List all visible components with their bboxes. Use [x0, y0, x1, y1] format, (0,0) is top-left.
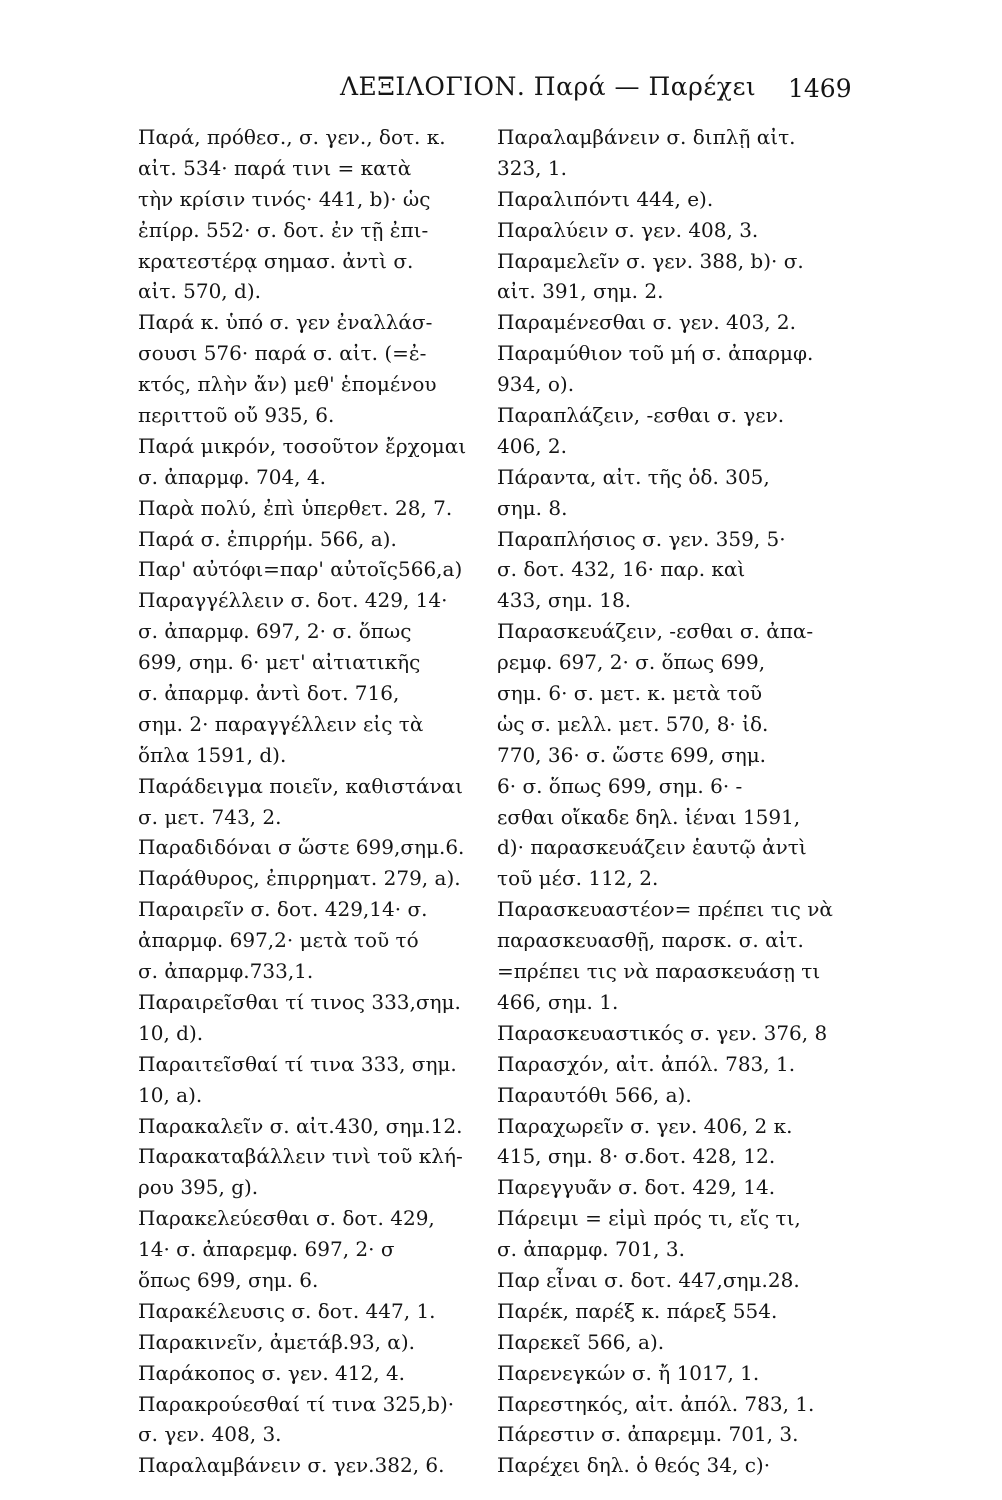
- entry-line: Πάρεστιν σ. ἀπαρεμμ. 701, 3.: [497, 1422, 799, 1447]
- entry-line: σ. δοτ. 432, 16· παρ. καὶ: [497, 557, 746, 582]
- entry-line: ἀπαρμφ. 697,2· μετὰ τοῦ τό: [138, 928, 419, 953]
- entry-line: ὅπλα 1591, d).: [138, 742, 287, 767]
- entry-line: 406, 2.: [497, 433, 567, 458]
- entry-line: Παραυτόθι 566, a).: [497, 1082, 692, 1107]
- entry-line: Παραδιδόναι σ ὥστε 699,σημ.6.: [138, 835, 465, 860]
- entry-line: Πάρειμι = εἰμὶ πρός τι, εἴς τι,: [497, 1206, 801, 1231]
- entry-line: σημ. 2· παραγγέλλειν εἰς τὰ: [138, 711, 424, 736]
- entry-line: 415, σημ. 8· σ.δοτ. 428, 12.: [497, 1144, 776, 1169]
- entry-line: ρεμφ. 697, 2· σ. ὅπως 699,: [497, 650, 766, 675]
- entry-line: 10, a).: [138, 1082, 203, 1107]
- entry-line: Παρά, πρόθεσ., σ. γεν., δοτ. κ.: [138, 125, 446, 149]
- entry-line: αἰτ. 570, d).: [138, 279, 261, 304]
- entry-line: Παρακινεῖν, ἀμετάβ.93, α).: [138, 1329, 415, 1354]
- entry-line: 934, o).: [497, 372, 575, 397]
- right-column: [497, 122, 852, 1481]
- entry-line: 323, 1.: [497, 155, 567, 180]
- entry-line: Παραχωρεῖν σ. γεν. 406, 2 κ.: [497, 1113, 793, 1138]
- page-number: 1469: [788, 74, 852, 103]
- page-header: [0, 72, 1002, 116]
- entry-line: Παραγγέλλειν σ. δοτ. 429, 14·: [138, 588, 448, 613]
- entry-line: τοῦ μέσ. 112, 2.: [497, 866, 659, 891]
- entry-line: σημ. 8.: [497, 495, 568, 520]
- entry-line: Παράκοπος σ. γεν. 412, 4.: [138, 1360, 406, 1385]
- entry-line: Παραπλήσιος σ. γεν. 359, 5·: [497, 526, 786, 551]
- entry-line: Παρά σ. ἐπιρρήμ. 566, a).: [138, 526, 397, 551]
- entry-line: Παρασκευαστικός σ. γεν. 376, 8: [497, 1020, 828, 1045]
- entry-line: ὡς σ. μελλ. μετ. 570, 8· ἰδ.: [497, 711, 769, 736]
- entry-line: d)· παρασκευάζειν ἑαυτῷ ἀντὶ: [497, 835, 807, 860]
- entry-line: Παρεστηκός, αἰτ. ἀπόλ. 783, 1.: [497, 1391, 815, 1416]
- entry-line: σ. ἀπαρμφ. ἀντὶ δοτ. 716,: [138, 681, 400, 706]
- entry-line: 433, σημ. 18.: [497, 588, 632, 613]
- entry-line: σ. ἀπαρμφ. 704, 4.: [138, 464, 326, 489]
- entry-line: ρου 395, g).: [138, 1175, 259, 1200]
- entry-line: =πρέπει τις νὰ παρασκευάσῃ τι: [497, 959, 821, 984]
- entry-line: Παραιρεῖν σ. δοτ. 429,14· σ.: [138, 897, 428, 922]
- entry-line: Παρέχει δηλ. ὁ θεός 34, c)·: [497, 1453, 771, 1478]
- entry-line: 770, 36· σ. ὥστε 699, σημ.: [497, 742, 767, 767]
- entry-line: αἰτ. 534· παρά τινι = κατὰ: [138, 155, 412, 180]
- entry-line: κρατεστέρᾳ σημασ. ἀντὶ σ.: [138, 248, 414, 273]
- entry-line: Πάραντα, αἰτ. τῆς ὁδ. 305,: [497, 464, 770, 489]
- entry-line: σημ. 6· σ. μετ. κ. μετὰ τοῦ: [497, 681, 763, 706]
- entry-line: Παρ εἶναι σ. δοτ. 447,σημ.28.: [497, 1267, 800, 1292]
- entry-line: Παρασχόν, αἰτ. ἀπόλ. 783, 1.: [497, 1051, 796, 1076]
- entry-line: Παρακαταβάλλειν τινὶ τοῦ κλή-: [138, 1144, 463, 1169]
- entry-line: παρασκευασθῇ, παρσκ. σ. αἰτ.: [497, 928, 804, 953]
- entry-line: σουσι 576· παρά σ. αἰτ. (=ἐ-: [138, 341, 427, 366]
- entry-line: 10, d).: [138, 1020, 204, 1045]
- entry-line: σ. ἀπαρμφ.733,1.: [138, 959, 314, 984]
- entry-line: Παραμύθιον τοῦ μή σ. ἀπαρμφ.: [497, 341, 814, 366]
- entry-line: Παρακαλεῖν σ. αἰτ.430, σημ.12.: [138, 1113, 463, 1138]
- entry-line: ὅπως 699, σημ. 6.: [138, 1267, 319, 1292]
- entry-line: σ. ἀπαρμφ. 697, 2· σ. ὅπως: [138, 619, 412, 644]
- entry-line: Παρασκευαστέον= πρέπει τις νὰ: [497, 897, 833, 922]
- entry-line: Παρεγγυᾶν σ. δοτ. 429, 14.: [497, 1175, 776, 1200]
- entry-line: Παρά μικρόν, τοσοῦτον ἔρχομαι: [138, 433, 467, 458]
- entry-line: Παραιτεῖσθαί τί τινα 333, σημ.: [138, 1051, 457, 1076]
- entry-line: Παρ' αὐτόφι=παρ' αὐτοῖς566,a): [138, 557, 463, 582]
- entry-line: Παρενεγκών σ. ἤ 1017, 1.: [497, 1360, 760, 1385]
- entry-line: Παρέκ, παρέξ κ. πάρεξ 554.: [497, 1298, 778, 1323]
- entry-line: σ. μετ. 743, 2.: [138, 804, 282, 829]
- entry-line: 466, σημ. 1.: [497, 989, 619, 1014]
- entry-line: σ. ἀπαρμφ. 701, 3.: [497, 1237, 685, 1262]
- entry-line: τὴν κρίσιν τινός· 441, b)· ὡς: [138, 186, 431, 211]
- entry-line: 699, σημ. 6· μετ' αἰτιατικῆς: [138, 650, 421, 675]
- entry-line: Παρεκεῖ 566, a).: [497, 1329, 665, 1354]
- entry-line: Παραλύειν σ. γεν. 408, 3.: [497, 217, 759, 242]
- entry-line: Παρά κ. ὑπό σ. γεν ἐναλλάσ-: [138, 310, 433, 335]
- entry-line: Παράδειγμα ποιεῖν, καθιστάναι: [138, 773, 463, 798]
- entry-line: σ. γεν. 408, 3.: [138, 1422, 282, 1447]
- entry-line: κτός, πλὴν ἄν) μεθ' ἑπομένου: [138, 372, 437, 397]
- entry-line: Παρακρούεσθαί τί τινα 325,b)·: [138, 1391, 455, 1416]
- entry-line: Παραμελεῖν σ. γεν. 388, b)· σ.: [497, 248, 804, 273]
- left-column: [138, 122, 498, 1481]
- entry-line: Παραπλάζειν, -εσθαι σ. γεν.: [497, 403, 785, 428]
- entry-line: 14· σ. ἀπαρεμφ. 697, 2· σ: [138, 1237, 395, 1262]
- entry-line: Παραλαμβάνειν σ. διπλῇ αἰτ.: [497, 125, 796, 149]
- entry-line: Παραμένεσθαι σ. γεν. 403, 2.: [497, 310, 797, 335]
- entry-line: Παρασκευάζειν, -εσθαι σ. ἀπα-: [497, 619, 814, 644]
- entry-line: εσθαι οἴκαδε δηλ. ἰέναι 1591,: [497, 804, 801, 829]
- entry-line: περιττοῦ οὔ 935, 6.: [138, 403, 335, 428]
- entry-line: Παραλαμβάνειν σ. γεν.382, 6.: [138, 1453, 445, 1478]
- entry-line: Παρὰ πολύ, ἐπὶ ὑπερθετ. 28, 7.: [138, 495, 453, 520]
- entry-line: 6· σ. ὅπως 699, σημ. 6· -: [497, 773, 743, 798]
- entry-line: Παραιρεῖσθαι τί τινος 333,σημ.: [138, 989, 461, 1014]
- entry-line: Παρακελεύεσθαι σ. δοτ. 429,: [138, 1206, 435, 1231]
- entry-line: ἐπίρρ. 552· σ. δοτ. ἐν τῇ ἐπι-: [138, 217, 429, 242]
- entry-line: Παράθυρος, ἐπιρρηματ. 279, a).: [138, 866, 461, 891]
- entry-line: αἰτ. 391, σημ. 2.: [497, 279, 664, 304]
- entry-line: Παρακέλευσις σ. δοτ. 447, 1.: [138, 1298, 436, 1323]
- entry-line: Παραλιπόντι 444, e).: [497, 186, 714, 211]
- running-title: ΛΕΞΙΛΟΓΙΟΝ. Παρά — Παρέχει: [340, 72, 757, 101]
